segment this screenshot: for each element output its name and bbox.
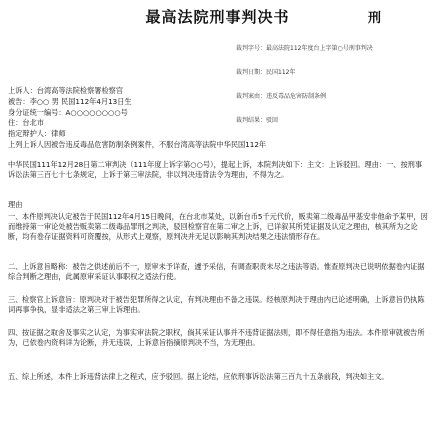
reason-text: 检察官上诉意旨：原判决对于被告犯罪所得之认定，有判决理由不备之违误。经核原判决于理由内已论述明确，上诉意旨仍执陈词再事争执，显非适法之第三审上诉理由。: [8, 295, 425, 314]
reason-text: 综上所述，本件上诉违背法律上之程式，应予驳回。据上论结，应依刑事诉讼法第三百九十五条前段，判决如主文。: [22, 372, 389, 381]
party-line: 住：台北市: [8, 118, 44, 128]
party-line: 身分证统一编号：A○○○○○○○○号: [8, 107, 128, 117]
reason-text: 按证据之取舍及事实之认定，为事实审法院之职权，倘其采证认事并不违背证据法则，即不得任意指为违法。本件原审就被告所为，已依卷内资料详为论断，并无违误，上诉意旨指摘原判决不当，为无理由。: [8, 328, 425, 347]
party-line: 上列上诉人因被告违反毒品危害防制条例案件，不服台湾高等法院中华民国112年: [8, 139, 267, 149]
reason-item: [8, 328, 428, 348]
case-summary-line: 裁判字号：最高法院112年度台上字第○号刑事判决: [236, 45, 373, 52]
party-line: 上诉人：台湾高等法院检察署检察官: [8, 86, 124, 95]
reason-text: 本件原判决认定被告于民国112年4月15日晚间，在台北市某处，以新台币5千元代价，贩卖第二级毒品甲基安非他命予某甲，因而维持第一审论处被告贩卖第二级毒品罪刑之判决，驳回检察官在第二审之上诉，已详叙其所凭证据及认定之理由，核其所为之论断，均有卷存证据资料可资覆按，从形式上观察，原判决并无足以影响其判决结果之违法情形存在。: [8, 212, 428, 241]
case-summary-line: 裁判案由：违反毒品危害防制条例: [236, 93, 327, 100]
party-info: [8, 86, 266, 151]
reason-item: [8, 372, 428, 382]
reason-item: [8, 295, 428, 315]
reason-item: [8, 262, 428, 282]
reason-number: 一、: [8, 212, 23, 221]
reason-number: 三、: [8, 295, 23, 304]
reason-item: [8, 212, 428, 242]
case-summary-line: 裁判日期：民国112年: [236, 69, 296, 76]
seal-mark: 刑: [368, 11, 382, 26]
case-summary-line: 裁判结果：驳回: [236, 117, 279, 124]
party-line: 被告：李○○ 男 民国112年4月13日生: [8, 96, 132, 106]
reason-number: 四、: [8, 328, 23, 337]
document-title: 最高法院刑事判决书: [145, 8, 290, 26]
intro-paragraph: 中华民国111年12月28日第二审判决（111年度上诉字第○○号），提起上诉，本院判决如下：主文：上诉驳回。理由：一、按刑事诉讼法第三百七十七条规定，上诉于第三审法院，非以判决违背法令为理由，不得为之。: [8, 160, 423, 179]
reason-text: 上诉意旨略称：被告之供述前后不一，原审未予详查，遽予采信，有调查职责未尽之违法等语。惟查原判决已说明依据卷内证据综合判断之理由，此属原审采证认事职权之适法行使。: [8, 262, 425, 281]
section-heading: 理由: [8, 200, 23, 209]
reason-number: 二、: [8, 262, 23, 271]
reason-number: 五、: [8, 372, 23, 381]
party-line: 指定辩护人：律师: [8, 129, 66, 139]
